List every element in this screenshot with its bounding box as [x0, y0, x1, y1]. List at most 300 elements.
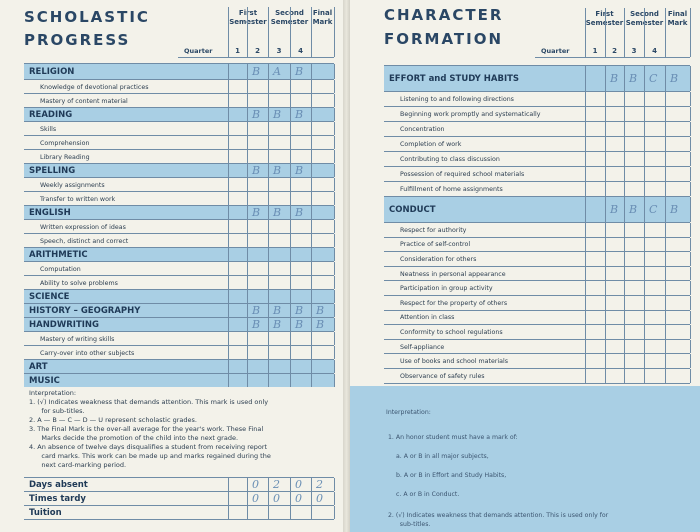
grade-cell-divider	[624, 369, 625, 383]
grade-cell-divider	[247, 206, 248, 219]
quarter-label: Quarter	[184, 47, 213, 55]
grade-mark: B	[273, 108, 282, 121]
header-divider	[228, 7, 229, 57]
grade-cell-divider	[290, 94, 291, 107]
grade-cell-divider	[605, 340, 606, 354]
header-divider	[585, 8, 586, 57]
report-row	[24, 303, 334, 317]
grade-cell-divider	[644, 167, 645, 181]
grade-cell-divider	[311, 206, 312, 219]
grade-cell-divider	[290, 136, 291, 149]
grade-cell-divider	[268, 276, 269, 289]
grade-cell-divider	[247, 108, 248, 121]
grade-mark: 0	[252, 492, 259, 505]
interpretation-line: Marks decide the promotion of the child into the next grade.	[29, 434, 239, 442]
report-row	[24, 121, 334, 135]
report-row	[24, 275, 334, 289]
grade-cell-divider	[247, 164, 248, 177]
grade-cell-divider	[585, 325, 586, 339]
quarter-number: 1	[592, 47, 598, 55]
grade-cell-divider	[228, 64, 229, 79]
grade-cell-divider	[624, 223, 625, 237]
grade-mark: B	[295, 65, 304, 78]
grade-cell-divider	[690, 354, 691, 368]
grade-mark: B	[295, 164, 304, 177]
grade-cell-divider	[290, 248, 291, 261]
grade-cell-divider	[228, 506, 229, 519]
interpretation-line: 3. The Final Mark is the over-all average for the year's work. These Final	[29, 425, 264, 433]
row-label: Written expression of ideas	[40, 223, 126, 231]
grade-cell-divider	[247, 248, 248, 261]
grade-mark: B	[610, 72, 619, 85]
grade-cell-divider	[268, 262, 269, 275]
grade-cell-divider	[665, 92, 666, 106]
grade-cell-divider	[665, 325, 666, 339]
grade-cell-divider	[624, 340, 625, 354]
report-row	[24, 163, 334, 177]
table-bottom-line	[384, 383, 690, 384]
grade-cell-divider	[311, 164, 312, 177]
grade-cell-divider	[644, 354, 645, 368]
grade-cell-divider	[665, 122, 666, 136]
report-row	[384, 106, 690, 121]
grade-cell-divider	[334, 276, 335, 289]
grade-cell-divider	[228, 318, 229, 331]
grade-cell-divider	[644, 107, 645, 121]
grade-cell-divider	[644, 281, 645, 295]
grade-cell-divider	[290, 290, 291, 303]
grade-cell-divider	[290, 178, 291, 191]
grade-cell-divider	[311, 346, 312, 359]
grade-cell-divider	[585, 223, 586, 237]
grade-cell-divider	[268, 290, 269, 303]
row-label: Completion of work	[400, 141, 462, 148]
row-label: Mastery of content material	[40, 97, 128, 105]
grade-cell-divider	[605, 197, 606, 222]
grade-cell-divider	[334, 318, 335, 331]
grade-cell-divider	[605, 137, 606, 151]
report-row	[384, 237, 690, 252]
row-label: MUSIC	[29, 375, 60, 386]
grade-cell-divider	[290, 332, 291, 345]
grade-cell-divider	[690, 311, 691, 325]
grade-cell-divider	[228, 94, 229, 107]
interpretation-line: b. A or B in Effort and Study Habits,	[396, 471, 507, 479]
grade-cell-divider	[290, 150, 291, 163]
grade-cell-divider	[334, 234, 335, 247]
grade-cell-divider	[247, 80, 248, 93]
grade-cell-divider	[268, 332, 269, 345]
quarter-number: 3	[631, 47, 637, 55]
grade-cell-divider	[247, 332, 248, 345]
header-second-semester: Second Semester	[270, 9, 309, 26]
grade-cell-divider	[228, 220, 229, 233]
grade-cell-divider	[605, 311, 606, 325]
header-second-semester: Second Semester	[625, 10, 664, 27]
grade-cell-divider	[334, 220, 335, 233]
grade-cell-divider	[290, 304, 291, 317]
grade-cell-divider	[334, 150, 335, 163]
grade-cell-divider	[334, 346, 335, 359]
grade-cell-divider	[334, 108, 335, 121]
grade-cell-divider	[334, 136, 335, 149]
grade-cell-divider	[228, 492, 229, 505]
grade-cell-divider	[644, 66, 645, 91]
grade-cell-divider	[605, 122, 606, 136]
grade-cell-divider	[311, 248, 312, 261]
grade-cell-divider	[585, 238, 586, 252]
grade-cell-divider	[268, 374, 269, 387]
row-label: Practice of self-control	[400, 241, 471, 249]
report-row	[24, 233, 334, 247]
grade-cell-divider	[334, 248, 335, 261]
grade-cell-divider	[311, 234, 312, 247]
grade-mark: B	[670, 203, 679, 216]
header-final-mark: Final Mark	[312, 9, 333, 26]
row-label: Concentration	[400, 126, 445, 133]
grade-cell-divider	[268, 346, 269, 359]
grade-cell-divider	[585, 152, 586, 166]
grade-cell-divider	[290, 234, 291, 247]
grade-cell-divider	[247, 94, 248, 107]
grade-cell-divider	[585, 66, 586, 91]
header-final-mark: Final Mark	[667, 10, 688, 27]
grade-cell-divider	[311, 64, 312, 79]
scholastic-progress-page	[0, 0, 343, 532]
quarter-number: 2	[612, 47, 617, 55]
report-row	[384, 280, 690, 295]
row-label: Listening to and following directions	[400, 96, 514, 103]
header-first-semester: First Semester	[585, 10, 624, 27]
header-divider	[290, 7, 291, 57]
grade-cell-divider	[290, 478, 291, 491]
grade-cell-divider	[585, 92, 586, 106]
grade-cell-divider	[247, 276, 248, 289]
grade-cell-divider	[605, 267, 606, 281]
header-divider	[247, 7, 248, 57]
row-label: Possession of required school materials	[400, 171, 525, 178]
character-formation-page	[350, 0, 700, 532]
grade-cell-divider	[247, 220, 248, 233]
grade-cell-divider	[268, 478, 269, 491]
grade-cell-divider	[585, 311, 586, 325]
grade-cell-divider	[311, 122, 312, 135]
grade-cell-divider	[334, 164, 335, 177]
grade-cell-divider	[644, 137, 645, 151]
grade-cell-divider	[247, 492, 248, 505]
grade-cell-divider	[585, 340, 586, 354]
row-label: Attention in class	[400, 314, 455, 322]
grade-cell-divider	[268, 318, 269, 331]
grade-cell-divider	[644, 238, 645, 252]
grade-cell-divider	[690, 340, 691, 354]
grade-mark: B	[610, 203, 619, 216]
grade-cell-divider	[605, 92, 606, 106]
grade-cell-divider	[268, 492, 269, 505]
grade-cell-divider	[665, 223, 666, 237]
report-row	[384, 251, 690, 266]
grade-cell-divider	[334, 332, 335, 345]
header-divider	[311, 7, 312, 57]
report-row	[384, 310, 690, 325]
grade-cell-divider	[247, 192, 248, 205]
grade-mark: B	[252, 65, 261, 78]
grade-cell-divider	[605, 252, 606, 266]
grade-cell-divider	[690, 137, 691, 151]
row-label: Ability to solve problems	[40, 279, 118, 287]
row-label: Self-appliance	[400, 343, 445, 351]
report-row	[384, 151, 690, 166]
grade-mark: C	[649, 203, 658, 216]
row-label: Comprehension	[40, 139, 90, 147]
grade-cell-divider	[268, 234, 269, 247]
header-divider	[690, 8, 691, 57]
grade-cell-divider	[290, 276, 291, 289]
report-row	[24, 79, 334, 93]
grade-cell-divider	[290, 506, 291, 519]
interpretation-line: a. A or B in all major subjects,	[396, 452, 489, 460]
grade-cell-divider	[605, 325, 606, 339]
grade-cell-divider	[228, 206, 229, 219]
report-row	[384, 136, 690, 151]
grade-mark: 0	[252, 478, 259, 491]
grade-cell-divider	[334, 80, 335, 93]
grade-cell-divider	[268, 178, 269, 191]
header-divider	[334, 7, 335, 57]
grade-mark: B	[273, 318, 282, 331]
grade-cell-divider	[311, 478, 312, 491]
grade-cell-divider	[228, 304, 229, 317]
report-row	[24, 219, 334, 233]
row-label: Neatness in personal appearance	[400, 270, 506, 278]
grade-cell-divider	[268, 80, 269, 93]
grade-cell-divider	[268, 64, 269, 79]
grade-cell-divider	[290, 346, 291, 359]
report-row	[384, 324, 690, 339]
grade-cell-divider	[247, 478, 248, 491]
grade-cell-divider	[665, 167, 666, 181]
grade-cell-divider	[290, 492, 291, 505]
grade-mark: B	[252, 108, 261, 121]
grade-mark: 2	[273, 478, 280, 491]
grade-cell-divider	[690, 281, 691, 295]
grade-cell-divider	[665, 137, 666, 151]
table-bottom-line	[24, 519, 334, 520]
row-label: Transfer to written work	[40, 195, 116, 203]
grade-cell-divider	[228, 478, 229, 491]
grade-cell-divider	[624, 354, 625, 368]
report-row	[24, 359, 334, 373]
interpretation-title: Interpretation:	[29, 389, 77, 397]
grade-cell-divider	[624, 311, 625, 325]
grade-cell-divider	[290, 108, 291, 121]
grade-cell-divider	[311, 80, 312, 93]
report-row	[24, 247, 334, 261]
grade-cell-divider	[665, 354, 666, 368]
grade-cell-divider	[334, 506, 335, 519]
report-row	[24, 205, 334, 219]
grade-cell-divider	[311, 108, 312, 121]
grade-cell-divider	[247, 346, 248, 359]
grade-cell-divider	[665, 267, 666, 281]
grade-cell-divider	[247, 262, 248, 275]
grade-cell-divider	[624, 281, 625, 295]
grade-cell-divider	[311, 492, 312, 505]
grade-cell-divider	[311, 360, 312, 373]
report-row	[384, 121, 690, 136]
grade-cell-divider	[311, 178, 312, 191]
grade-cell-divider	[247, 136, 248, 149]
grade-cell-divider	[605, 223, 606, 237]
report-row	[384, 181, 690, 196]
grade-cell-divider	[644, 182, 645, 196]
grade-cell-divider	[311, 192, 312, 205]
interpretation-line: 2. A — B — C — D — U represent scholastic grades.	[29, 416, 197, 424]
row-label: Weekly assignments	[40, 181, 105, 189]
report-row	[384, 339, 690, 354]
row-label: SCIENCE	[29, 291, 70, 302]
grade-cell-divider	[290, 192, 291, 205]
grade-cell-divider	[665, 107, 666, 121]
grade-cell-divider	[268, 192, 269, 205]
grade-cell-divider	[605, 107, 606, 121]
grade-cell-divider	[334, 304, 335, 317]
row-label: Participation in group activity	[400, 285, 493, 293]
grade-cell-divider	[268, 304, 269, 317]
grade-cell-divider	[334, 192, 335, 205]
interpretation-line: c. A or B in Conduct.	[396, 490, 460, 498]
grade-cell-divider	[268, 122, 269, 135]
grade-cell-divider	[665, 252, 666, 266]
row-label: Beginning work promptly and systematically	[400, 111, 541, 118]
grade-cell-divider	[290, 374, 291, 387]
grade-cell-divider	[690, 223, 691, 237]
grade-cell-divider	[624, 137, 625, 151]
grade-cell-divider	[605, 66, 606, 91]
row-label: Fulfillment of home assignments	[400, 186, 503, 193]
row-label: HISTORY – GEOGRAPHY	[29, 305, 141, 316]
report-row	[384, 368, 690, 383]
grade-cell-divider	[690, 182, 691, 196]
grade-cell-divider	[644, 296, 645, 310]
interpretation-line: next card-marking period.	[29, 461, 127, 469]
grade-cell-divider	[311, 332, 312, 345]
grade-cell-divider	[605, 167, 606, 181]
grade-cell-divider	[334, 290, 335, 303]
row-label: RELIGION	[29, 66, 75, 77]
grade-cell-divider	[247, 64, 248, 79]
grade-cell-divider	[228, 150, 229, 163]
grade-cell-divider	[247, 122, 248, 135]
grade-cell-divider	[665, 182, 666, 196]
grade-cell-divider	[644, 122, 645, 136]
row-label: Knowledge of devotional practices	[40, 83, 149, 91]
grade-cell-divider	[644, 325, 645, 339]
report-row	[384, 196, 690, 222]
grade-cell-divider	[690, 267, 691, 281]
quarter-number: 3	[276, 47, 282, 55]
grade-mark: B	[670, 72, 679, 85]
grade-cell-divider	[644, 92, 645, 106]
grade-cell-divider	[665, 66, 666, 91]
grade-cell-divider	[228, 290, 229, 303]
header-divider	[624, 8, 625, 57]
grade-mark: B	[295, 304, 304, 317]
grade-cell-divider	[585, 197, 586, 222]
grade-cell-divider	[334, 206, 335, 219]
row-label: HANDWRITING	[29, 319, 99, 330]
row-label: Tuition	[29, 507, 62, 518]
grade-cell-divider	[665, 296, 666, 310]
row-label: ART	[29, 361, 48, 372]
grade-mark: B	[273, 206, 282, 219]
row-label: CONDUCT	[389, 204, 436, 215]
report-row	[24, 149, 334, 163]
row-label: Contributing to class discussion	[400, 156, 500, 163]
report-row	[24, 477, 334, 491]
grade-cell-divider	[268, 206, 269, 219]
grade-cell-divider	[268, 108, 269, 121]
grade-cell-divider	[690, 167, 691, 181]
grade-cell-divider	[585, 369, 586, 383]
grade-cell-divider	[585, 281, 586, 295]
scholastic-title-line2: PROGRESS	[24, 31, 131, 49]
grade-mark: B	[295, 318, 304, 331]
grade-cell-divider	[665, 152, 666, 166]
interpretation-line: 1. (√) Indicates weakness that demands attention. This mark is used only	[29, 398, 269, 406]
grade-cell-divider	[644, 267, 645, 281]
grade-cell-divider	[690, 122, 691, 136]
grade-cell-divider	[665, 281, 666, 295]
grade-cell-divider	[624, 182, 625, 196]
grade-mark: B	[252, 164, 261, 177]
report-row	[24, 191, 334, 205]
grade-cell-divider	[290, 262, 291, 275]
grade-cell-divider	[268, 164, 269, 177]
grade-cell-divider	[644, 152, 645, 166]
interpretation-line: 2. (√) Indicates weakness that demands attention. This is used only for	[388, 511, 609, 519]
grade-cell-divider	[268, 136, 269, 149]
quarter-number: 4	[652, 47, 657, 55]
grade-cell-divider	[690, 152, 691, 166]
grade-cell-divider	[665, 369, 666, 383]
grade-cell-divider	[334, 122, 335, 135]
grade-mark: B	[273, 304, 282, 317]
grade-cell-divider	[624, 122, 625, 136]
report-row	[384, 266, 690, 281]
grade-cell-divider	[228, 332, 229, 345]
grade-cell-divider	[228, 234, 229, 247]
grade-mark: 0	[273, 492, 280, 505]
grade-cell-divider	[585, 122, 586, 136]
grade-cell-divider	[311, 374, 312, 387]
grade-cell-divider	[690, 66, 691, 91]
grade-cell-divider	[334, 94, 335, 107]
scholastic-title-line1: SCHOLASTIC	[24, 8, 150, 26]
quarter-label: Quarter	[541, 47, 570, 55]
grade-cell-divider	[290, 164, 291, 177]
grade-cell-divider	[334, 492, 335, 505]
grade-cell-divider	[334, 262, 335, 275]
report-row	[24, 491, 334, 505]
grade-cell-divider	[290, 206, 291, 219]
grade-cell-divider	[247, 360, 248, 373]
grade-cell-divider	[690, 252, 691, 266]
grade-cell-divider	[690, 296, 691, 310]
row-label: Times tardy	[29, 493, 86, 504]
row-label: ARITHMETIC	[29, 249, 88, 260]
grade-cell-divider	[247, 150, 248, 163]
